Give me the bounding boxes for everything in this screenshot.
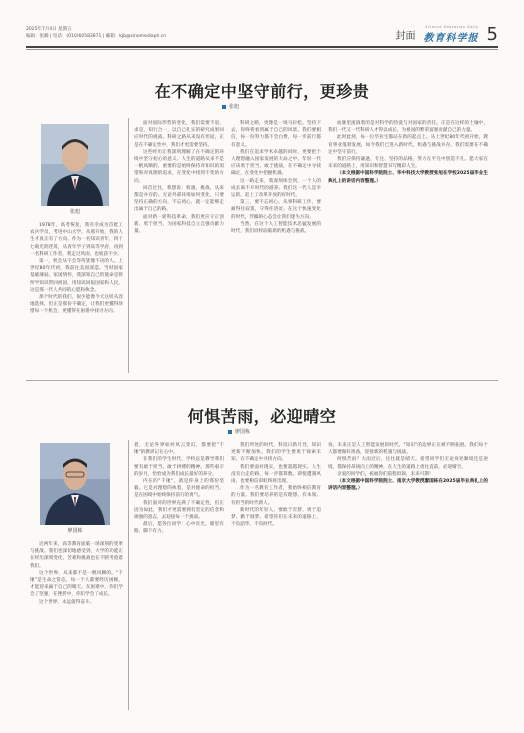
article2-column-1 xyxy=(30,541,123,709)
article2-author: 廖国栋 xyxy=(235,429,251,435)
article1-column-3 xyxy=(231,120,321,372)
paragraph: 我们所处的时代，科技日新月异，知识更新不断加快。我们的学生要勇于探索未知，在不确定中寻找方向。 xyxy=(231,443,321,463)
paragraph: 亲爱的同学们，祝福你们前程似锦，未来可期！ xyxy=(337,471,434,477)
byline-square-icon xyxy=(228,430,232,434)
paragraph: 内在的"千锤"，就是你身上的那份坚毅。它是对理想的执着，是对使命的担当，是在困境中始终保持前行的勇气。 xyxy=(134,479,224,499)
paragraph: 着，无论外界如何风云变幻，都要把"千锤"的教训记在心中。 xyxy=(134,443,224,456)
paragraph: 最后，愿各位同学：心中有光，眼里有路，脚下有力。 xyxy=(134,522,224,535)
section-label: 封面 xyxy=(395,30,416,42)
paragraph: 这一路走来，我深刻体会到，一个人的成长离不开时代的滋养。我们这一代人是幸运的，赶上了改革开放的好时代。 xyxy=(231,178,321,199)
article-separator xyxy=(26,380,498,381)
article1-author: 张旭 xyxy=(229,104,240,110)
article2-column-4 xyxy=(328,442,488,710)
paragraph: 何惧苦雨？大雨过后，往往就是晴天。希望同学们无论身处顺境还是逆境，都保持昂扬向上的精神，在人生的道路上勇往直前，必迎晴空。 xyxy=(328,457,488,470)
paragraph: 这些经历让我深刻理解了在不确定的环境中坚守初心的意义。人生的道路从来不是一帆风顺的，重要的是始终保持对知识的渴望和对真理的追求，在变化中找到不变的方向。 xyxy=(134,149,224,184)
article1-author-photo xyxy=(41,124,109,206)
paragraph: 当然，在这个人工智能技术迅猛发展的时代，我们同样面临新的机遇与挑战。 xyxy=(231,221,321,235)
article1-title: 在不确定中坚守前行，更珍贵 xyxy=(154,82,370,101)
article2-photo-caption: 廖国栋 xyxy=(67,528,83,534)
paragraph: 我们要面对现实，也要超越现实。人生没有白走的路，每一步都算数。即使遭遇风雨，也要相信彩虹终将出现。 xyxy=(231,464,321,485)
column-divider xyxy=(128,440,129,710)
paragraph: 说，未来正是人工智能发展的时代，"知识"的边界正在被不断拓展。我们每个人都要做好准备，迎接新的机遇与挑战。 xyxy=(328,443,488,456)
issue-date: 2025年7月4日 星期五 xyxy=(26,27,72,32)
paragraph: 第一，机会从不会等待犹豫不决的人。上世纪80年代初，我前往美国深造。当时国家基础薄弱，家国情怀，我深知自己的使命是将所学知识带回祖国，用知识回报国家和人民，这是那一代人共同的心愿和执念。 xyxy=(30,259,123,293)
paragraph: 回首过往，我想说：机遇、挑战，从来都是并存的。无论外部环境如何变化，只要坚持正确的方向，不忘初心，就一定能够走出属于自己的路。 xyxy=(134,185,224,213)
masthead xyxy=(396,24,498,44)
paragraph: 此时此刻，每一位毕业生都站在新的起点上。从上世纪80年代初开始，教育事业蓬勃发展，如今我们已进入新时代，机遇与挑战并存。我们需要在不确定中坚守前行。 xyxy=(328,135,488,155)
column-divider xyxy=(128,118,129,373)
logo-chinese: 教育科学报 xyxy=(423,32,479,44)
paragraph: 血脉里流淌着的是对科学的热爱与对国家的责任。正是在这样的土壤中，我们一代又一代科研人才得以成长，为祖国的繁荣富强贡献自己的力量。 xyxy=(328,121,488,134)
paragraph: 我们面对的世界充满了不确定性，但正因为如此，我们才更需要拥有坚定的信念和顽强的意志，去迎接每一个挑战。 xyxy=(134,500,224,521)
paragraph: 科研之路，更像是一场马拉松。坚持下去，你终将看到属于自己的风景。我们要相信，每一份努力都不会白费，每一步前行都有意义。 xyxy=(231,121,321,148)
article1-photo-caption: 张旭 xyxy=(69,209,80,215)
byline-square-icon xyxy=(222,105,226,109)
editor-contact: 编辑：张卿 | 电话：(010)60583871 | 邮箱：kjb@sinomediaph.cn xyxy=(26,34,167,39)
paragraph: 在我们的学生时代，学校总是教导我们要有敢于担当、敢于拼搏的精神。那些艰辛的岁月，恰恰成为我们成长最好的养分。 xyxy=(134,457,224,477)
paragraph: 我们在追求学术卓越的同时，更要把个人理想融入国家发展的大局之中。年轻一代应该勇于担当，敢于挑战，在不确定中寻找确定，在变化中把握机遇。 xyxy=(231,149,321,177)
paragraph: 1978年，高考恢复，我有幸成为首批工农兵学员，考进中山大学。从那开始，我的人生才真正有了方向。作为一名知识青年，四十七载光阴荏苒，从青年学子到高等学府，再到一名科研工作者，我走过风雨，也收获不少。 xyxy=(30,223,123,257)
article1-footnote: （本文根据中国科学院院士、华中科技大学教授张旭在学校2025届毕业生典礼上的讲话内容整理。） xyxy=(328,171,488,184)
article1-column-2 xyxy=(134,120,224,372)
article1-byline xyxy=(222,103,239,110)
page-number: 5 xyxy=(486,23,498,45)
paragraph: 第三，要不忘初心。从事科研工作，要耐得住寂寞，守得住清贫。在这个快速变化的时代，浮躁的心态会让我们迷失方向。 xyxy=(231,200,321,220)
header-rule-thin xyxy=(26,49,498,50)
paragraph: 面对新一轮科技革命，我们更应守正创新，勇于担当，为国家科技自立自强贡献力量。 xyxy=(134,214,224,235)
paragraph: 那个时代的我们，很少能像今天这样从容地选择，但正是那份不确定，让我们更懂得珍惜每一个机会，更懂得在困难中找寻方向。 xyxy=(30,295,123,315)
paragraph: 面对国际形势的变化，我们需要不退、求是、知行合一，以自己扎实的研究成果回应时代的挑战。科研之路从来没有坦途，正是在不确定性中，我们才更需要坚持。 xyxy=(134,121,224,148)
newspaper-logo xyxy=(424,25,479,44)
paragraph: 近两年来，高等教育面临一场深刻的变革与挑战。我们也深切地感受到，大学的功能正在经历深刻变化，苦难和挑战也在不断考验着我们。 xyxy=(30,542,123,569)
article2-title: 何惧苦雨，必迎晴空 xyxy=(187,407,337,426)
paragraph: 我们应保持谦逊、专注、坚持的品格，努力在平凡中创造不凡。愿大家在未来的道路上，用知识和智慧书写精彩人生。 xyxy=(328,157,488,170)
article1-column-4 xyxy=(328,120,488,372)
article2-byline xyxy=(228,428,250,435)
article2-author-photo xyxy=(40,443,110,525)
masthead-info xyxy=(26,26,166,40)
header-rule xyxy=(26,46,498,48)
paragraph: 新时代的年轻人，要敢于有梦、勇于追梦、勤于圆梦。希望你们在未来的道路上，不负韶华，不负时代。 xyxy=(231,507,321,528)
article1-column-1 xyxy=(30,222,123,370)
logo-english: Science Education Daily xyxy=(424,24,479,29)
paragraph: 作为一名教育工作者，我始终相信教育的力量。我们要培养的是有理想、有本领、有担当的时代新人。 xyxy=(231,486,321,506)
paragraph: 这个世界，从来都不是一帆风顺的。"千锤"是生命之常态，每一个人都要经历困顿，才能迎来属于自己的晴天。在困难中，你们学会了坚强，在挫折中，你们学会了成长。 xyxy=(30,570,123,598)
article2-column-3 xyxy=(231,442,321,710)
paragraph: 这个世界，永远值得奋斗。 xyxy=(39,599,95,605)
article2-footnote: （本文根据中国科学院院士、南京大学教授廖国栋在2025届毕业典礼上的讲话内容整理。） xyxy=(328,479,488,492)
article2-column-2 xyxy=(134,442,224,710)
